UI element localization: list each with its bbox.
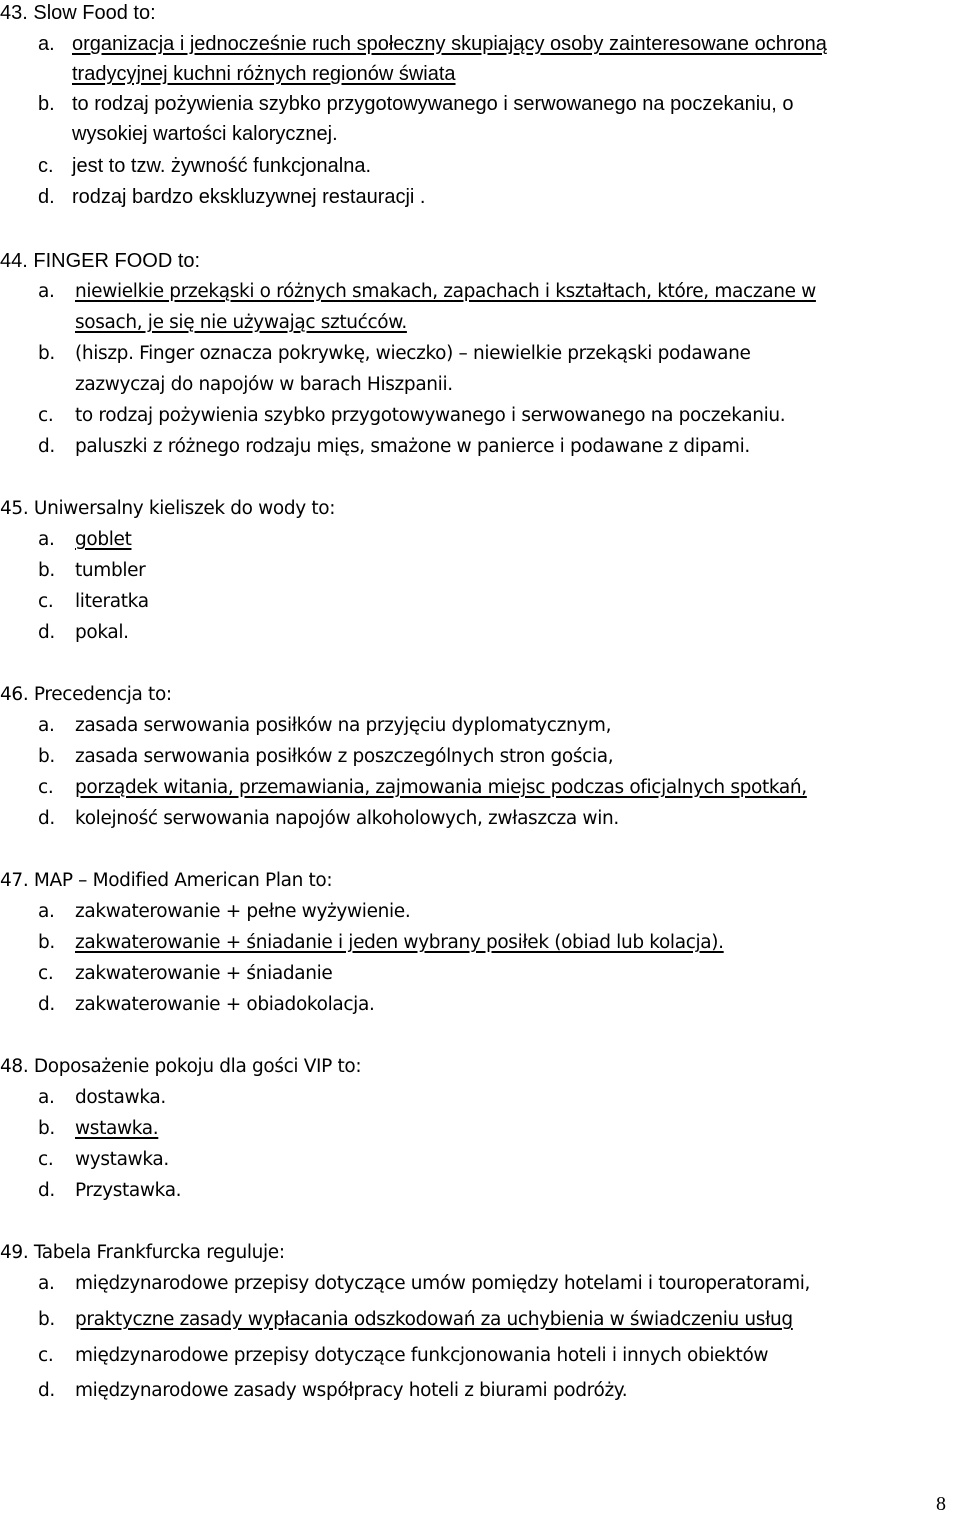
option-letter: a.: [38, 33, 55, 55]
option-letter: a.: [38, 281, 55, 302]
option-text-line: tumbler: [75, 560, 146, 581]
option-letter: b.: [38, 1309, 55, 1330]
option-text-line: to rodzaj pożywienia szybko przygotowywanego i serwowanego na poczekaniu, o: [72, 93, 794, 115]
option-text-line: goblet: [75, 529, 132, 550]
option-text-line: organizacja i jednocześnie ruch społeczny skupiający osoby zainteresowane ochroną: [72, 33, 827, 55]
option-letter: a.: [38, 1273, 55, 1294]
option-letter: d.: [38, 994, 55, 1015]
option-text-line: praktyczne zasady wypłacania odszkodowań za uchybienia w świadczeniu usług: [75, 1309, 793, 1330]
option-text-line: tradycyjnej kuchni różnych regionów świata: [72, 63, 456, 85]
question-header: [0, 250, 200, 273]
option-text-line: zakwaterowanie + obiadokolacja.: [75, 994, 375, 1015]
option-letter: b.: [38, 343, 55, 364]
option-text-line: literatka: [75, 591, 149, 612]
question-header: [0, 1242, 285, 1263]
option-letter: b.: [38, 560, 55, 581]
question-title: Slow Food to:: [33, 2, 156, 24]
question-title: Uniwersalny kieliszek do wody to:: [33, 498, 336, 519]
option-letter: b.: [38, 932, 55, 953]
question-title: Doposażenie pokoju dla gości VIP to:: [33, 1056, 362, 1077]
option-text-line: wystawka.: [75, 1149, 169, 1170]
option-letter: c.: [38, 1345, 54, 1366]
question-title: Precedencja to:: [33, 684, 172, 705]
option-text-line: dostawka.: [75, 1087, 166, 1108]
option-letter: d.: [38, 622, 55, 643]
question-header: [0, 498, 335, 519]
question-number: 47.: [0, 870, 29, 891]
option-letter: d.: [38, 808, 55, 829]
option-text-line: międzynarodowe przepisy dotyczące funkcjonowania hoteli i innych obiektów: [75, 1345, 769, 1366]
option-text-line: paluszki z różnego rodzaju mięs, smażone w panierce i podawane z dipami.: [75, 436, 750, 457]
option-text-line: zasada serwowania posiłków z poszczególnych stron gościa,: [75, 746, 614, 767]
option-letter: b.: [38, 1118, 55, 1139]
option-letter: d.: [38, 436, 55, 457]
question-number: 48.: [0, 1056, 29, 1077]
option-letter: d.: [38, 1180, 55, 1201]
option-letter: c.: [38, 1149, 54, 1170]
option-text-line: jest to tzw. żywność funkcjonalna.: [72, 155, 372, 177]
option-text-line: zakwaterowanie + śniadanie i jeden wybrany posiłek (obiad lub kolacja).: [75, 932, 724, 953]
option-text-line: zakwaterowanie + śniadanie: [75, 963, 333, 984]
option-text-line: międzynarodowe przepisy dotyczące umów pomiędzy hotelami i touroperatorami,: [75, 1273, 811, 1294]
option-text-line: Przystawka.: [75, 1180, 182, 1201]
option-letter: c.: [38, 963, 54, 984]
question-title: MAP – Modified American Plan to:: [33, 870, 333, 891]
question-title: Tabela Frankfurcka reguluje:: [33, 1242, 285, 1263]
question-number: 49.: [0, 1242, 29, 1263]
option-letter: c.: [38, 777, 54, 798]
option-letter: d.: [38, 186, 55, 208]
question-title: FINGER FOOD to:: [33, 250, 201, 272]
option-text-line: międzynarodowe zasady współpracy hoteli z biurami podróży.: [75, 1380, 628, 1401]
question-number: 44.: [0, 250, 28, 272]
option-letter: d.: [38, 1380, 55, 1401]
question-header: [0, 684, 172, 705]
option-letter: a.: [38, 901, 55, 922]
question-number: 43.: [0, 2, 28, 24]
option-text-line: to rodzaj pożywienia szybko przygotowywanego i serwowanego na poczekaniu.: [75, 405, 786, 426]
page-number: 8: [936, 1493, 946, 1515]
option-letter: c.: [38, 591, 54, 612]
option-letter: c.: [38, 405, 54, 426]
option-letter: b.: [38, 93, 55, 115]
option-text-line: niewielkie przekąski o różnych smakach, zapachach i kształtach, które, maczane w: [75, 281, 816, 302]
option-text-line: zasada serwowania posiłków na przyjęciu dyplomatycznym,: [75, 715, 612, 736]
option-letter: a.: [38, 1087, 55, 1108]
option-text-line: porządek witania, przemawiania, zajmowania miejsc podczas oficjalnych spotkań,: [75, 777, 807, 798]
option-letter: a.: [38, 529, 55, 550]
option-text-line: pokal.: [75, 622, 129, 643]
option-text-line: zazwyczaj do napojów w barach Hiszpanii.: [75, 374, 453, 395]
option-letter: b.: [38, 746, 55, 767]
option-letter: a.: [38, 715, 55, 736]
question-number: 45.: [0, 498, 29, 519]
option-text-line: wysokiej wartości kalorycznej.: [72, 123, 338, 145]
question-header: [0, 870, 332, 891]
option-text-line: wstawka.: [75, 1118, 159, 1139]
option-text-line: rodzaj bardzo ekskluzywnej restauracji .: [72, 186, 426, 208]
option-text-line: sosach, je się nie używając sztućców.: [75, 312, 407, 333]
question-header: [0, 2, 156, 25]
option-text-line: (hiszp. Finger oznacza pokrywkę, wieczko) – niewielkie przekąski podawane: [75, 343, 751, 364]
option-text-line: kolejność serwowania napojów alkoholowych, zwłaszcza win.: [75, 808, 619, 829]
option-letter: c.: [38, 155, 54, 177]
question-number: 46.: [0, 684, 29, 705]
option-text-line: zakwaterowanie + pełne wyżywienie.: [75, 901, 411, 922]
question-header: [0, 1056, 361, 1077]
